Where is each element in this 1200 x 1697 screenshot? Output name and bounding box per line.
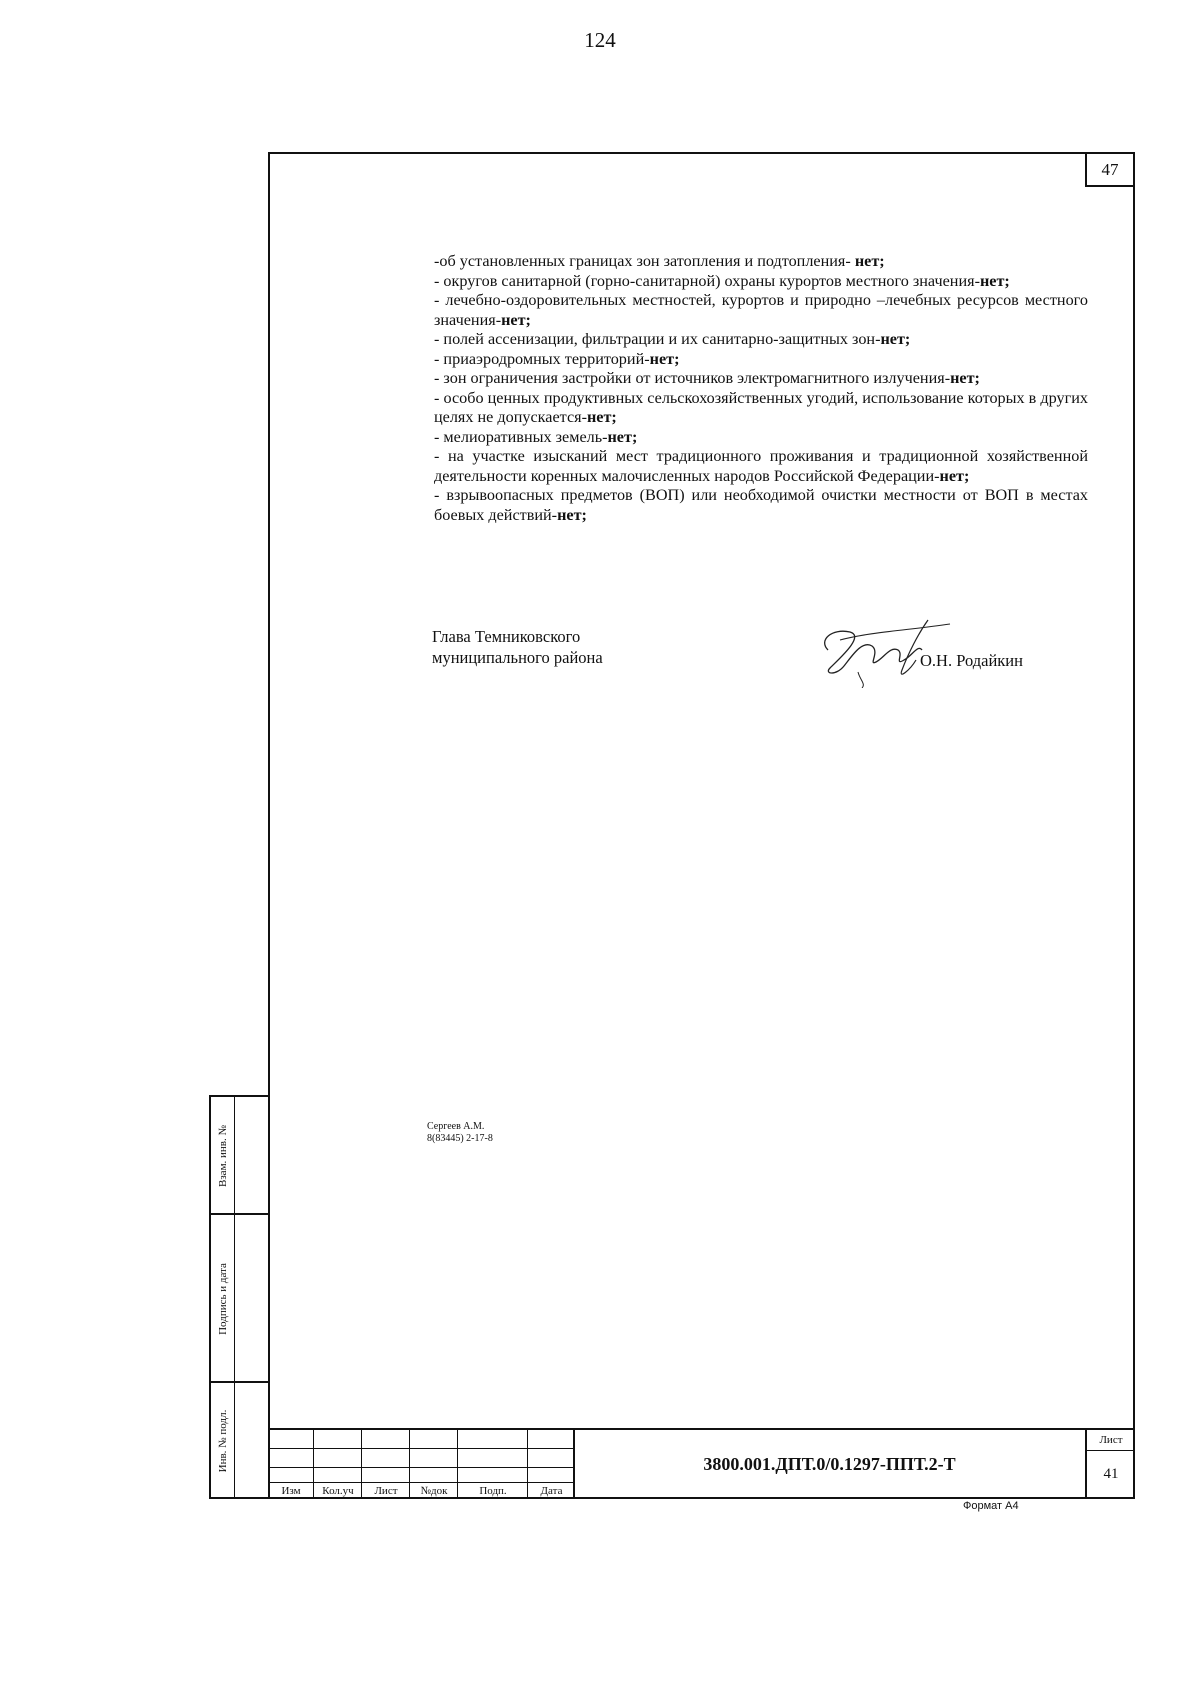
header-signature: Подп. — [479, 1485, 507, 1497]
contact-info — [427, 1121, 493, 1145]
header-sheet: Лист — [374, 1485, 398, 1497]
sheet-box — [1085, 1430, 1135, 1499]
handwritten-signature — [810, 610, 960, 688]
requirement-line: - приаэродромных территорий-нет; — [434, 349, 680, 368]
title-block — [268, 1428, 1135, 1499]
side-stamp — [209, 1095, 268, 1499]
requirement-line: - на участке изысканий мест традиционного проживания и традиционной хозяйственной деятельности коренных малочисленных народов Российской Федерации-нет; — [434, 447, 1088, 485]
requirement-line: - взрывоопасных предметов (ВОП) или необходимой очистки местности от ВОП в местах боевых действий-нет; — [434, 486, 1088, 524]
requirement-line: - мелиоративных земель-нет; — [434, 427, 638, 446]
header-date: Дата — [540, 1485, 563, 1497]
position-line: муниципального района — [432, 648, 603, 667]
side-cell-replacement — [211, 1097, 268, 1215]
contact-person: Сергеев А.М. — [427, 1121, 485, 1132]
document-code: 3800.001.ДПТ.0/0.1297-ППТ.2-Т — [703, 1454, 956, 1474]
requirements-list — [434, 252, 1088, 525]
corner-sheet-number: 47 — [1085, 152, 1135, 187]
page-number: 124 — [584, 28, 616, 52]
requirement-line: - полей ассенизации, фильтрации и их санитарно-защитных зон-нет; — [434, 330, 911, 348]
signatory-name: О.Н. Родайкин — [920, 651, 1023, 670]
requirement-line: - округов санитарной (горно-санитарной) охраны курортов местного значения-нет; — [434, 271, 1010, 290]
header-doc-number: №док — [420, 1485, 448, 1497]
format-label: Формат А4 — [963, 1500, 1019, 1512]
side-label-signature-date: Подпись и дата — [217, 1263, 229, 1335]
side-cell-original-inv — [211, 1383, 268, 1499]
sheet-number: 41 — [1103, 1466, 1119, 1482]
requirement-line: - зон ограничения застройки от источников электромагнитного излучения-нет; — [434, 369, 980, 387]
header-quantity: Кол.уч — [322, 1485, 354, 1497]
header-change: Изм — [281, 1485, 301, 1497]
position-line: Глава Темниковского — [432, 627, 581, 646]
contact-phone: 8(83445) 2-17-8 — [427, 1133, 493, 1144]
sheet-label: Лист — [1087, 1430, 1135, 1451]
requirement-line: - особо ценных продуктивных сельскохозяйственных угодий, использование которых в других целях не допускается-нет; — [434, 388, 1088, 426]
signatory-position — [432, 626, 603, 668]
side-label-original-inv: Инв. № подл. — [217, 1409, 229, 1473]
requirement-line: - лечебно-оздоровительных местностей, курортов и природно –лечебных ресурсов местного значения-нет; — [434, 291, 1088, 329]
side-cell-signature-date — [211, 1215, 268, 1383]
requirement-line: -об установленных границах зон затопления и подтопления- нет; — [434, 252, 885, 270]
side-label-replacement-inv: Взам. инв. № — [217, 1125, 229, 1187]
